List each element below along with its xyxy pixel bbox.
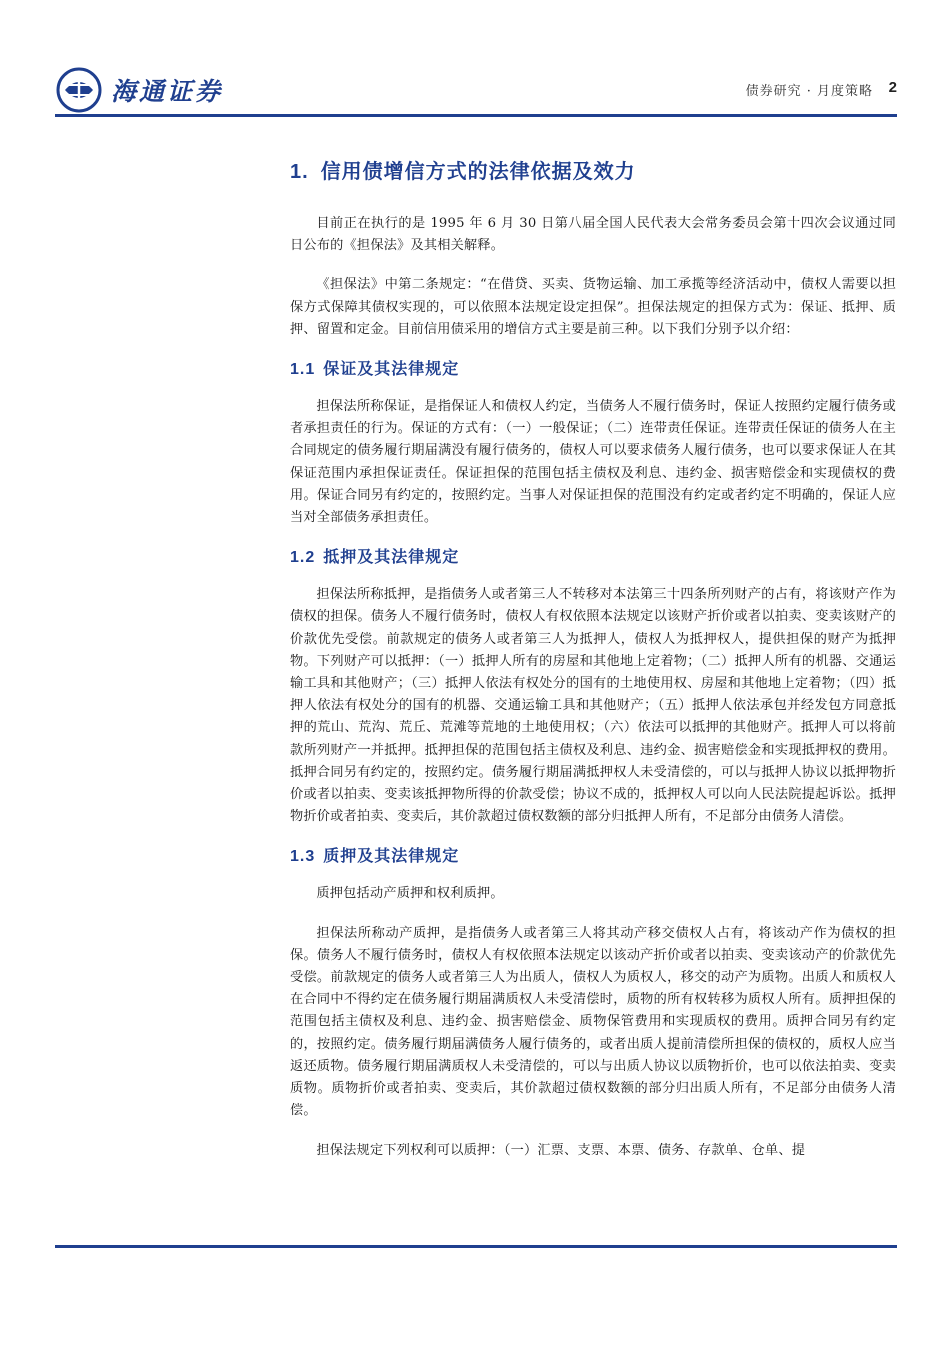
- subsection-heading: [290, 357, 896, 382]
- page-number: 2: [888, 79, 897, 96]
- section-title: 信用债增信方式的法律依据及效力: [320, 159, 636, 183]
- company-logo: [55, 66, 223, 114]
- subsection-title: 保证及其法律规定: [323, 359, 460, 379]
- subsection-title: 抵押及其法律规定: [323, 547, 460, 567]
- logo-text: 海通证券: [111, 77, 224, 106]
- header-divider: [55, 114, 897, 117]
- paragraph: 担保法规定下列权利可以质押：（一）汇票、支票、本票、债务、存款单、仓单、提: [316, 1142, 806, 1158]
- subsection-heading: [290, 545, 896, 570]
- main-content: [290, 155, 896, 1162]
- subsection-heading: [290, 844, 896, 869]
- paragraph: 担保法所称保证，是指保证人和债权人约定，当债务人不履行债务时，保证人按照约定履行债务或者承担责任的行为。保证的方式有：（一）一般保证；（二）连带责任保证。连带责任保证的债务人在主合同规定的债务履行期届满没有履行债务的，债权人可以要求债务人履行债务，也可以要求保证人在其保证范围内承担保证责任。保证担保的范围包括主债权及利息、违约金、损害赔偿金和实现债权的费用。保证合同另有约定的，按照约定。当事人对保证担保的范围没有约定或者约定不明确的，保证人应当对全部债务承担责任。: [290, 399, 896, 526]
- footer-divider: [55, 1245, 897, 1248]
- subsection-number: 1.3: [290, 848, 316, 866]
- report-meta: 债券研究 · 月度策略: [745, 84, 873, 99]
- subsection-number: 1.1: [290, 361, 316, 379]
- paragraph: 质押包括动产质押和权利质押。: [316, 886, 504, 902]
- paragraph: 担保法所称动产质押，是指债务人或者第三人将其动产移交债权人占有，将该动产作为债权的担保。债务人不履行债务时，债权人有权依照本法规定以该动产折价或者以拍卖、变卖该动产的价款优先受偿。前款规定的债务人或者第三人为出质人，债权人为质权人，移交的动产为质物。出质人和质权人在合同中不得约定在债务履行期届满质权人未受清偿时，质物的所有权转移为质权人所有。质押担保的范围包括主债权及利息、违约金、损害赔偿金、质物保管费用和实现质权的费用。质押合同另有约定的，按照约定。债务履行期届满债务人履行债务的，或者出质人提前清偿所担保的债权的，质权人应当返还质物。债务履行期届满质权人未受清偿的，可以与出质人协议以质物折价，也可以依法拍卖、变卖质物。质物折价或者拍卖、变卖后，其价款超过债权数额的部分归出质人所有，不足部分由债务人清偿。: [290, 925, 896, 1119]
- section-number: 1.: [290, 161, 309, 183]
- page-header: [55, 62, 897, 118]
- paragraph: 担保法所称抵押，是指债务人或者第三人不转移对本法第三十四条所列财产的占有，将该财产作为债权的担保。债务人不履行债务时，债权人有权依照本法规定以该财产折价或者以拍卖、变卖该财产的价款优先受偿。前款规定的债务人或者第三人为抵押人，债权人为抵押权人，提供担保的财产为抵押物。下列财产可以抵押：（一）抵押人所有的房屋和其他地上定着物；（二）抵押人所有的机器、交通运输工具和其他财产；（三）抵押人依法有权处分的国有的土地使用权、房屋和其他地上定着物；（四）抵押人依法有权处分的国有的机器、交通运输工具和其他财产；（五）抵押人依法承包并经发包方同意抵押的荒山、荒沟、荒丘、荒滩等荒地的土地使用权；（六）依法可以抵押的其他财产。抵押人可以将前款所列财产一并抵押。抵押担保的范围包括主债权及利息、违约金、损害赔偿金和实现抵押权的费用。抵押合同另有约定的，按照约定。债务履行期届满抵押权人未受清偿的，可以与抵押人协议以抵押物折价或者以拍卖、变卖该抵押物所得的价款受偿；协议不成的，抵押权人可以向人民法院提起诉讼。抵押物折价或者拍卖、变卖后，其价款超过债权数额的部分归抵押人所有，不足部分由债务人清偿。: [290, 587, 896, 825]
- paragraph: 《担保法》中第二条规定：“在借贷、买卖、货物运输、加工承揽等经济活动中，债权人需要以担保方式保障其债权实现的，可以依照本法规定设定担保”。担保法规定的担保方式为：保证、抵押、质押、留置和定金。目前信用债采用的增信方式主要是前三种。以下我们分别予以介绍：: [290, 277, 896, 337]
- section-heading: [290, 155, 896, 188]
- subsection-title: 质押及其法律规定: [323, 846, 460, 866]
- subsection-number: 1.2: [290, 549, 316, 567]
- paragraph: 目前正在执行的是 1995 年 6 月 30 日第八届全国人民代表大会常务委员会第十四次会议通过同日公布的《担保法》及其相关解释。: [290, 216, 896, 254]
- haitong-logo-icon: [55, 66, 103, 114]
